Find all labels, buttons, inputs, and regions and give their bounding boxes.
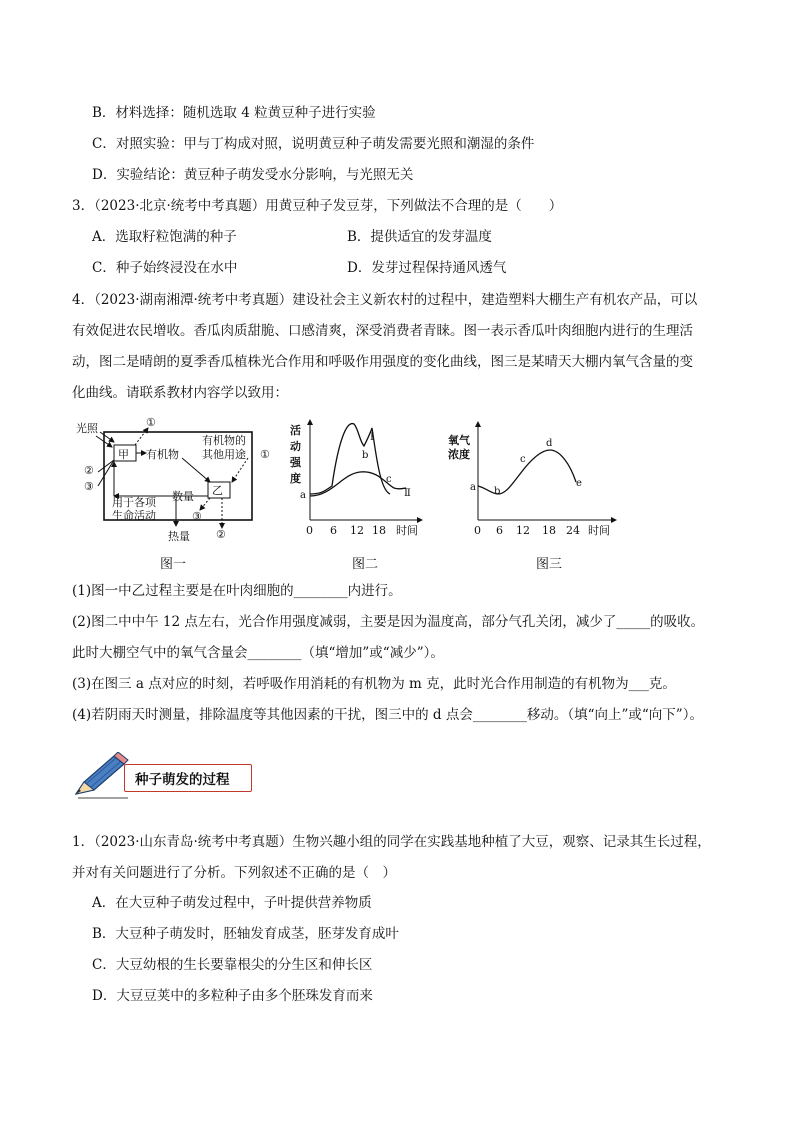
section-title-box (124, 764, 252, 792)
s1-option-a: A．在大豆种子萌发过程中，子叶提供营养物质 (92, 895, 372, 911)
s1-stem-line2: 并对有关问题进行了分析。下列叙述不正确的是（ ） (72, 865, 396, 881)
q4-sub1: (1)图一中乙过程主要是在叶肉细胞的________内进行。 (72, 583, 402, 599)
circle-2-bottom: ② (216, 528, 226, 541)
tick-24: 24 (566, 524, 580, 537)
other-use-line1: 有机物的 (202, 434, 246, 447)
point-d: d (546, 438, 553, 449)
q4-stem-line3: 动，图二是晴朗的夏季香瓜植株光合作用和呼吸作用强度的变化曲线，图三是某晴天大棚内氧气含量的变 (72, 354, 693, 370)
q2-option-c: C．对照实验：甲与丁构成对照，说明黄豆种子萌发需要光照和潮湿的条件 (92, 136, 535, 152)
s1-stem-line1: 1．（2023·山东青岛·统考中考真题）生物兴趣小组的同学在实践基地种植了大豆，观察、记录其生长过程， (72, 834, 711, 850)
other-use-line2: 其他用途 (202, 448, 246, 461)
tick-18: 18 (372, 524, 386, 537)
q3-option-c: C．种子始终浸没在水中 (92, 260, 238, 276)
light-label: 光照 (76, 422, 98, 435)
point-b: b (362, 450, 369, 461)
tick-18: 18 (542, 524, 556, 537)
point-c: c (520, 454, 526, 465)
organic-label: 有机物 (146, 448, 179, 461)
q4-sub2a: (2)图二中中午 12 点左右，光合作用强度减弱，主要是因为温度高，部分气孔关闭，减少了_____的吸收。 (72, 614, 705, 630)
circle-1-right: ① (260, 448, 270, 461)
point-b: b (494, 486, 501, 497)
q3-option-b: B．提供适宜的发芽温度 (347, 229, 492, 245)
s1-option-d: D．大豆豆荚中的多粒种子由多个胚珠发育而来 (92, 988, 373, 1004)
q2-option-d: D．实验结论：黄豆种子萌发受水分影响，与光照无关 (92, 167, 414, 183)
q4-stem-line1: 4．（2023·湖南湘潭·统考中考真题）建设社会主义新农村的过程中，建造塑料大棚生产有机农产品，可以 (72, 292, 698, 308)
figure-3-caption: 图三 (536, 557, 563, 572)
curve-I (310, 424, 390, 494)
q4-stem-line4: 化曲线。请联系教材内容学以致用： (72, 385, 288, 401)
tick-6: 6 (330, 524, 337, 537)
figure-1-diagram (72, 414, 272, 550)
q3-stem: 3．（2023·北京·统考中考真题）用黄豆种子发豆芽，下列做法不合理的是（ ） (72, 198, 563, 214)
jia-label: 甲 (118, 448, 129, 461)
point-a: a (470, 482, 476, 493)
tick-12: 12 (516, 524, 530, 537)
ylabel-char-1: 活 (290, 424, 301, 437)
ylabel-char-3: 强 (290, 456, 301, 469)
q4-stem-line2: 有效促进农民增收。香瓜肉质甜脆、口感清爽，深受消费者青睐。图一表示香瓜叶肉细胞内进行的生理活 (72, 323, 693, 339)
figure-1-caption: 图一 (160, 557, 187, 572)
tick-12: 12 (350, 524, 364, 537)
heat-label: 热量 (168, 530, 190, 543)
use-line2: 生命活动 (112, 509, 156, 522)
ylabel-line2: 浓度 (448, 448, 470, 461)
q4-sub3: (3)在图三 a 点对应的时刻，若呼吸作用消耗的有机物为 m 克，此时光合作用制造的有机物为___克。 (72, 676, 676, 692)
x-axis-label: 时间 (396, 524, 418, 537)
ylabel-char-2: 动 (290, 440, 301, 453)
use-line1: 用于各项 (112, 496, 156, 509)
circle-1-top: ① (146, 416, 156, 429)
q4-sub2b: 此时大棚空气中的氧气含量会________（填“增加”或“减少”）。 (72, 645, 444, 661)
q2-option-b: B．材料选择：随机选取 4 粒黄豆种子进行实验 (92, 105, 376, 121)
yi-label: 乙 (212, 484, 223, 497)
circle-2-left: ② (84, 464, 94, 477)
tick-0: 0 (306, 524, 313, 537)
oxygen-curve (478, 450, 576, 494)
q3-option-a: A．选取籽粒饱满的种子 (92, 229, 237, 245)
s1-option-b: B．大豆种子萌发时，胚轴发育成茎，胚芽发育成叶 (92, 926, 399, 942)
tick-0: 0 (474, 524, 481, 537)
ylabel-line1: 氧气 (448, 434, 470, 447)
section-title: 种子萌发的过程 (135, 772, 230, 788)
q3-option-d: D．发芽过程保持通风透气 (347, 260, 507, 276)
x-axis-label: 时间 (588, 524, 610, 537)
section-header (72, 752, 272, 800)
circle-3-left: ③ (84, 480, 94, 493)
pencil-icon (72, 752, 132, 800)
curve-II-label: Ⅱ (404, 488, 411, 499)
ylabel-char-4: 度 (290, 472, 301, 485)
figure-3-chart (446, 414, 626, 550)
point-a: a (300, 490, 306, 501)
tick-6: 6 (496, 524, 503, 537)
q4-sub4: (4)若阴雨天时测量，排除温度等其他因素的干扰，图三中的 d 点会________移动。（填“向上”或“向下”）。 (72, 707, 703, 723)
point-e: e (576, 478, 582, 489)
curve-I-label: Ⅰ (370, 432, 374, 443)
figure-2-caption: 图二 (352, 557, 379, 572)
circle-3-bottom: ③ (192, 510, 202, 523)
point-c: c (386, 474, 392, 485)
figure-2-chart (282, 414, 442, 550)
s1-option-c: C．大豆幼根的生长要靠根尖的分生区和伸长区 (92, 957, 373, 973)
quantity-label: 数量 (172, 490, 194, 503)
